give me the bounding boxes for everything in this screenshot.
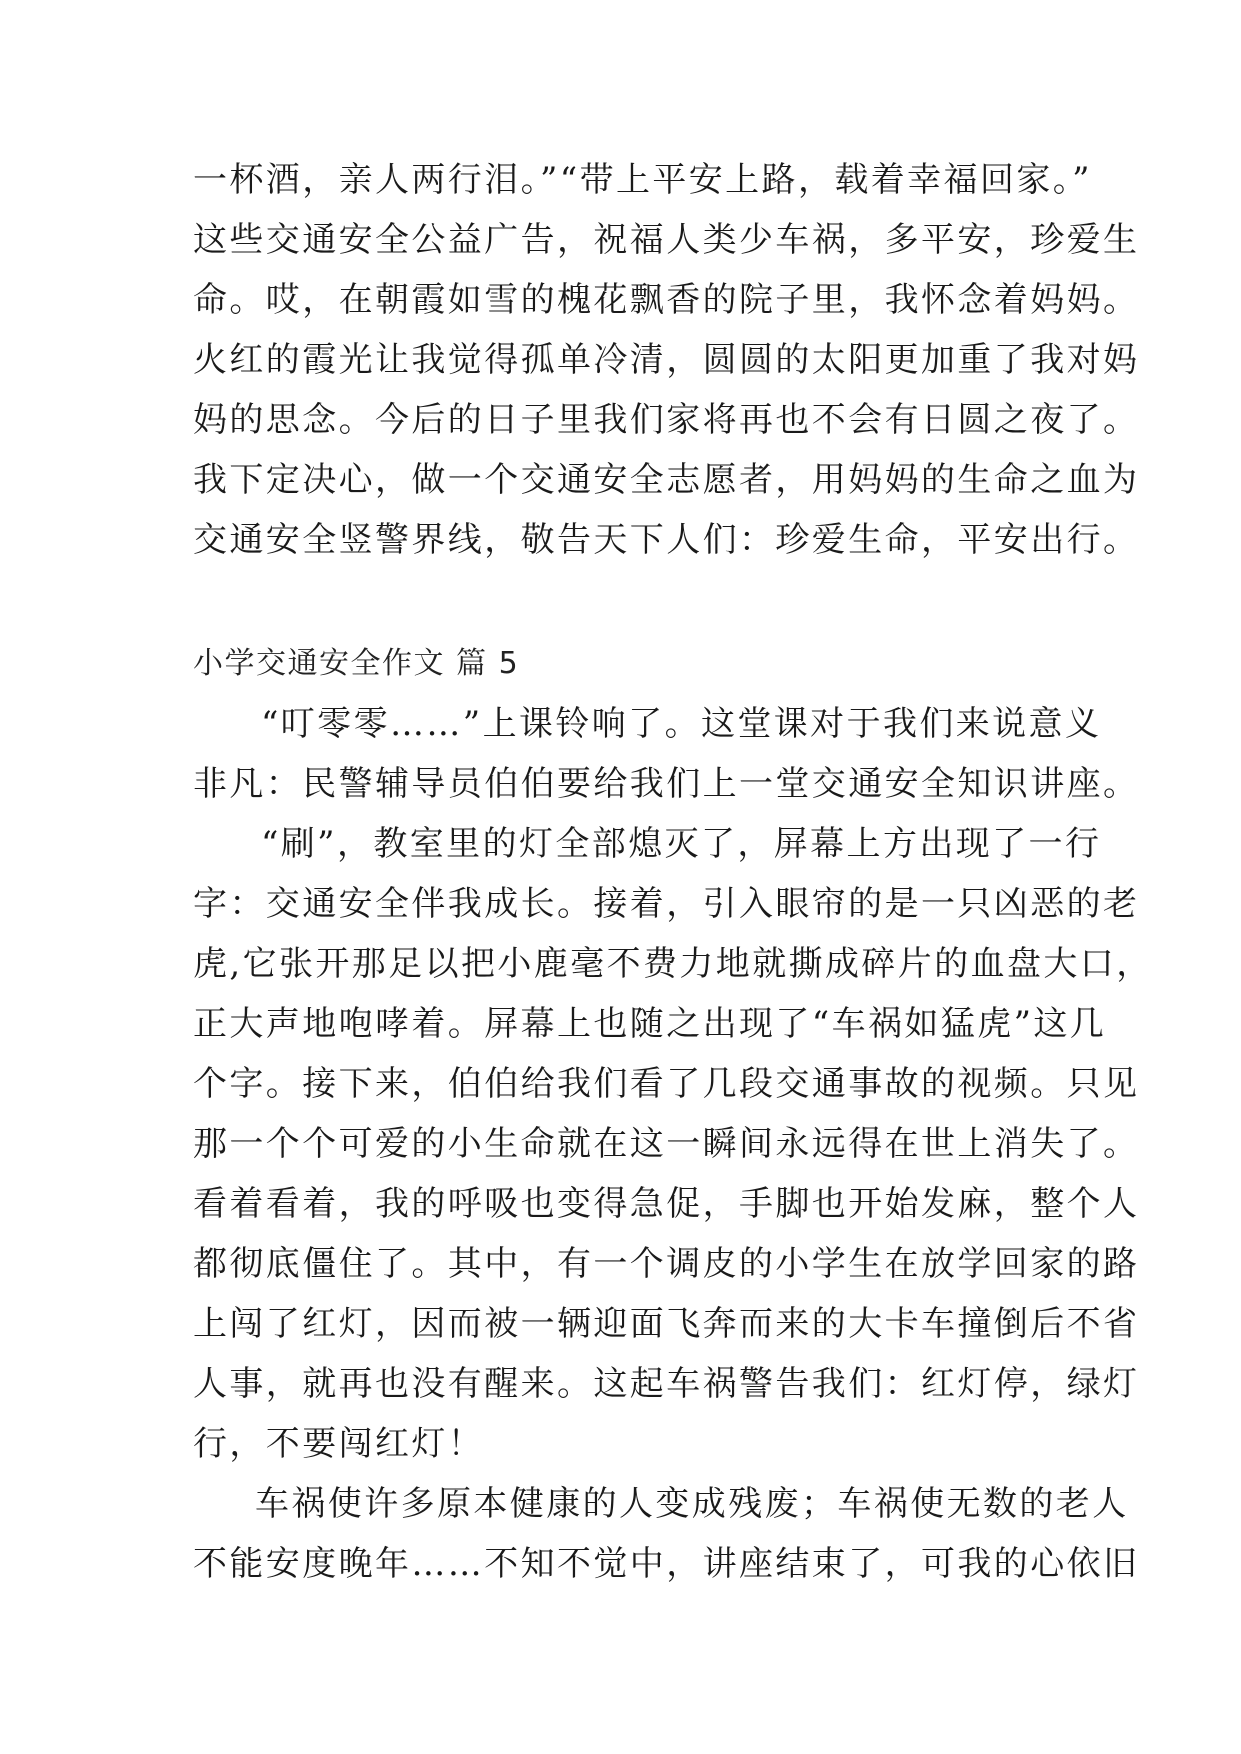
text-line: 都彻底僵住了。其中，有一个调皮的小学生在放学回家的路 (193, 1244, 1140, 1284)
text-line: 看着看着，我的呼吸也变得急促，手脚也开始发麻，整个人 (193, 1184, 1140, 1224)
text-line: 我下定决心，做一个交通安全志愿者，用妈妈的生命之血为 (193, 460, 1140, 500)
text-line: 不能安度晚年……不知不觉中，讲座结束了，可我的心依旧 (193, 1544, 1140, 1584)
text-line: 正大声地咆哮着。屏幕上也随之出现了“车祸如猛虎”这几 (193, 1004, 1107, 1044)
paragraph-previous (193, 150, 1140, 570)
text-line: 行，不要闯红灯！ (193, 1424, 485, 1464)
text-line: 人事，就再也没有醒来。这起车祸警告我们：红灯停，绿灯 (193, 1364, 1140, 1404)
document-body (193, 150, 1153, 1594)
text-line: 个字。接下来，伯伯给我们看了几段交通事故的视频。只见 (193, 1064, 1140, 1104)
text-line: 非凡：民警辅导员伯伯要给我们上一堂交通安全知识讲座。 (193, 764, 1140, 804)
text-line: “叮零零……”上课铃响了。这堂课对于我们来说意义 (261, 704, 1102, 744)
paragraph-3 (193, 1474, 1140, 1594)
text-line: 那一个个可爱的小生命就在这一瞬间永远得在世上消失了。 (193, 1124, 1140, 1164)
paragraph-1 (193, 694, 1140, 814)
paragraph-2 (193, 814, 1153, 1474)
text-line: 上闯了红灯，因而被一辆迎面飞奔而来的大卡车撞倒后不省 (193, 1304, 1140, 1344)
text-line: 虎,它张开那足以把小鹿毫不费力地就撕成碎片的血盘大口， (193, 944, 1153, 984)
text-line: 字：交通安全伴我成长。接着，引入眼帘的是一只凶恶的老 (193, 884, 1140, 924)
text-line: 这些交通安全公益广告，祝福人类少车祸，多平安，珍爱生 (193, 220, 1140, 260)
text-line: 一杯酒，亲人两行泪。”“带上平安上路，载着幸福回家。” (193, 160, 1092, 200)
section-title: 小学交通安全作文 篇 5 (193, 646, 520, 681)
section-spacer (193, 570, 1073, 634)
text-line: “刷”，教室里的灯全部熄灭了，屏幕上方出现了一行 (261, 824, 1102, 864)
text-line: 车祸使许多原本健康的人变成残废；车祸使无数的老人 (255, 1484, 1129, 1524)
text-line: 火红的霞光让我觉得孤单冷清，圆圆的太阳更加重了我对妈 (193, 340, 1140, 380)
text-line: 交通安全竖警界线，敬告天下人们：珍爱生命，平安出行。 (193, 520, 1140, 560)
text-line: 命。哎，在朝霞如雪的槐花飘香的院子里，我怀念着妈妈。 (193, 280, 1140, 320)
text-line: 妈的思念。今后的日子里我们家将再也不会有日圆之夜了。 (193, 400, 1140, 440)
